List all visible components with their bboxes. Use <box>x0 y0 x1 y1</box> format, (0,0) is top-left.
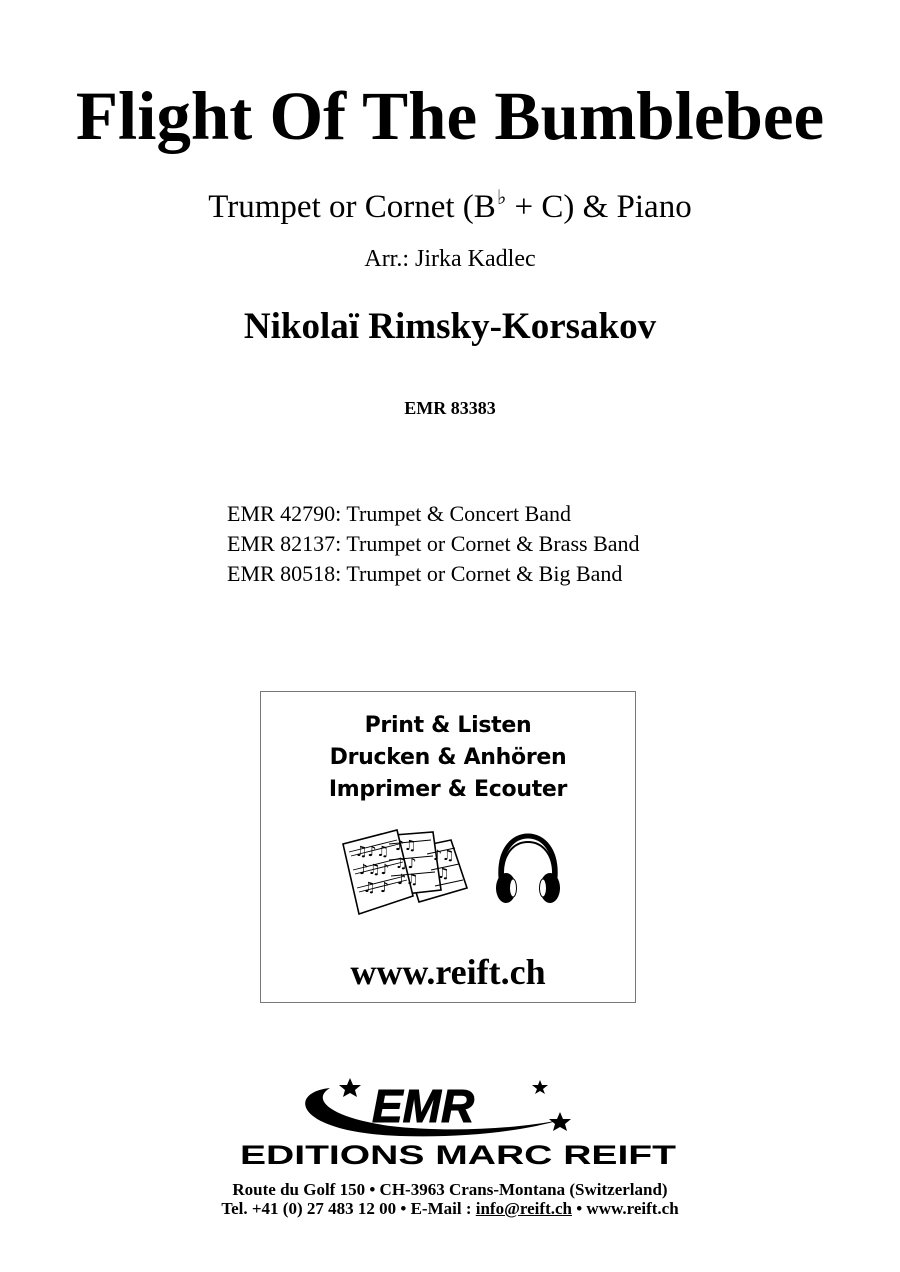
instrumentation-prefix: Trumpet or Cornet (B <box>208 189 496 225</box>
svg-text:♪♫: ♪♫ <box>433 848 455 864</box>
svg-text:♫: ♫ <box>437 866 450 882</box>
emr-logo-letters: EMR <box>372 1080 475 1132</box>
related-editions <box>227 499 640 589</box>
svg-text:♫ ♪: ♫ ♪ <box>363 880 389 896</box>
composer: Nikolaï Rimsky-Korsakov <box>243 306 657 347</box>
publisher-contact <box>0 1198 900 1220</box>
publisher-address: Route du Golf 150 • CH-3963 Crans-Montana (Switzerland) <box>232 1180 668 1199</box>
print-listen-box <box>260 691 636 1003</box>
svg-text:♫♪: ♫♪ <box>395 856 417 872</box>
related-edition-item: EMR 82137: Trumpet or Cornet & Brass Band <box>227 531 640 556</box>
promo-line-de: Drucken & Anhören <box>329 745 567 770</box>
flat-sign: ♭ <box>496 187 507 209</box>
svg-text:♪♫: ♪♫ <box>395 838 417 854</box>
promo-website[interactable]: www.reift.ch <box>350 952 546 992</box>
contact-phone: Tel. +41 (0) 27 483 12 00 • E-Mail : <box>221 1199 476 1218</box>
print-listen-text <box>261 710 635 806</box>
contact-website[interactable]: • www.reift.ch <box>571 1199 679 1218</box>
arranger: Arr.: Jirka Kadlec <box>364 246 536 272</box>
promo-line-en: Print & Listen <box>364 713 532 738</box>
svg-text:♫♪♫: ♫♪♫ <box>355 844 390 860</box>
sheet-music-icon <box>341 826 471 918</box>
publisher-name: EDITIONS MARC REIFT <box>240 1140 677 1170</box>
contact-email-link[interactable]: info@reift.ch <box>475 1199 572 1218</box>
instrumentation <box>0 178 900 227</box>
svg-text:♪♫♪: ♪♫♪ <box>359 862 390 878</box>
svg-text:♪♫: ♪♫ <box>397 872 419 888</box>
score-title: Flight Of The Bumblebee <box>75 78 825 154</box>
instrumentation-suffix: + C) & Piano <box>506 189 692 225</box>
emr-logo <box>240 1072 680 1172</box>
promo-line-fr: Imprimer & Ecouter <box>328 777 568 802</box>
catalog-number: EMR 83383 <box>404 398 496 418</box>
related-edition-item: EMR 80518: Trumpet or Cornet & Big Band <box>227 561 623 586</box>
related-edition-item: EMR 42790: Trumpet & Concert Band <box>227 501 572 526</box>
headphones-icon <box>493 832 563 908</box>
